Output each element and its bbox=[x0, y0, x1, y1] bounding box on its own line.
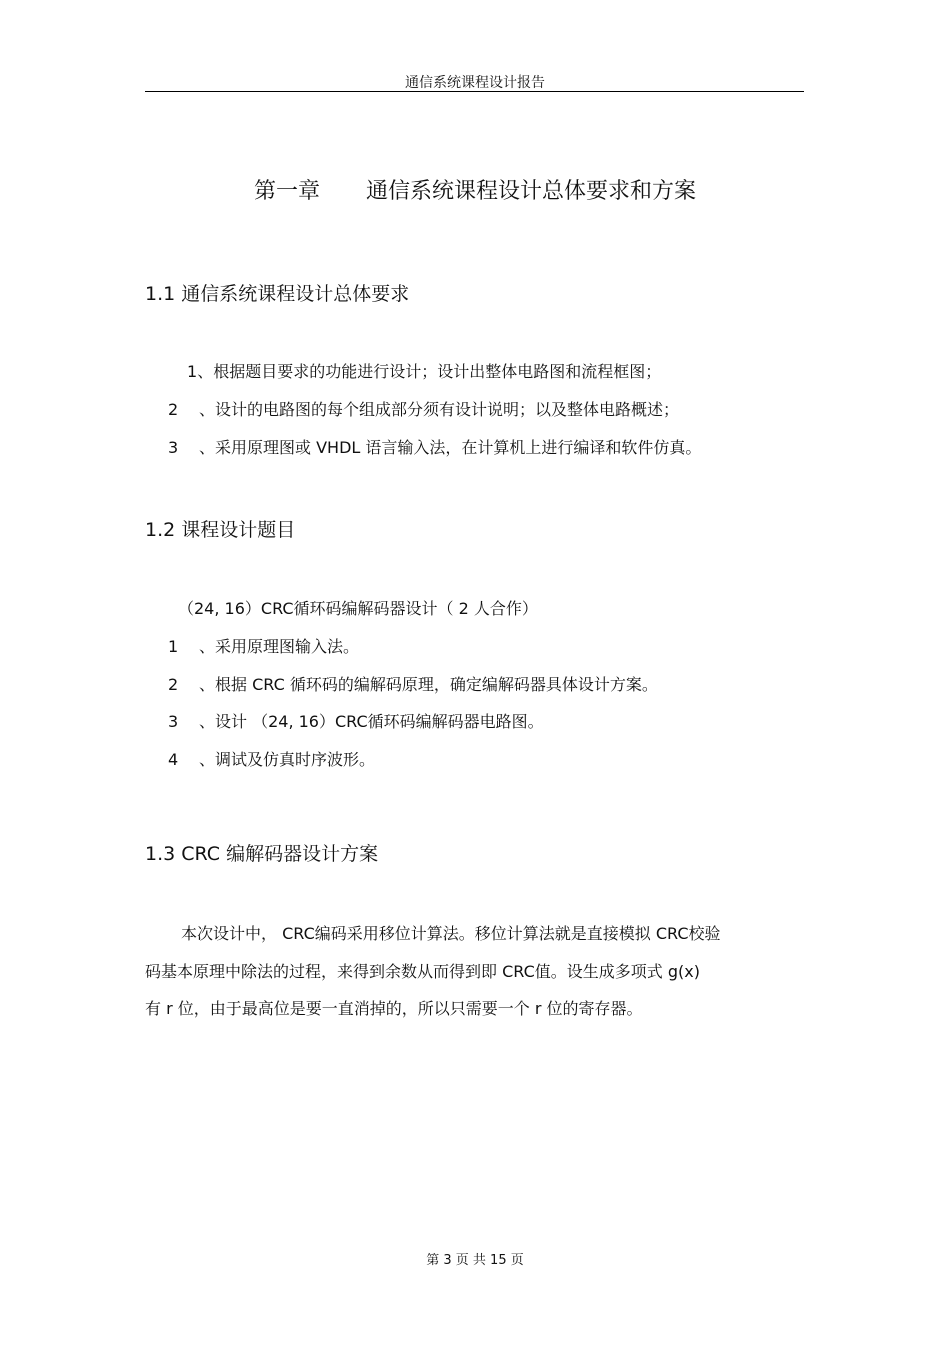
chapter-title-text: 通信系统课程设计总体要求和方案 bbox=[366, 179, 697, 204]
list-item-text: 、调试及仿真时序波形。 bbox=[199, 750, 376, 769]
design-topic: （24, 16）CRC循环码编解码器设计（ 2 人合作） bbox=[178, 599, 538, 618]
list-item-text: 、根据题目要求的功能进行设计；设计出整体电路图和流程框图； bbox=[197, 362, 662, 381]
list-item bbox=[168, 437, 701, 459]
list-item-text: 、设计 （24, 16）CRC循环码编解码器电路图。 bbox=[199, 712, 544, 731]
list-item bbox=[168, 399, 679, 421]
list-item-text: 、根据 CRC 循环码的编解码原理，确定编解码器具体设计方案。 bbox=[199, 675, 658, 694]
header-rule bbox=[145, 91, 804, 92]
list-item-number: 3 bbox=[168, 438, 179, 457]
list-item bbox=[187, 361, 661, 383]
section-heading-1-2: 1.2 课程设计题目 bbox=[145, 519, 296, 541]
list-item bbox=[168, 711, 544, 733]
chapter-number: 第一章 bbox=[253, 179, 320, 204]
list-item bbox=[168, 674, 658, 696]
paragraph-line: 码基本原理中除法的过程，来得到余数从而得到即 CRC值。设生成多项式 g(x) bbox=[145, 962, 700, 981]
paragraph-line: 有 r 位，由于最高位是要一直消掉的，所以只需要一个 r 位的寄存器。 bbox=[145, 999, 643, 1018]
section-heading-1-1: 1.1 通信系统课程设计总体要求 bbox=[145, 283, 410, 305]
paragraph-line: 本次设计中， CRC编码采用移位计算法。移位计算法就是直接模拟 CRC校验 bbox=[181, 924, 721, 943]
list-item-number: 4 bbox=[168, 750, 179, 769]
section-heading-1-3: 1.3 CRC 编解码器设计方案 bbox=[145, 843, 379, 865]
running-header: 通信系统课程设计报告 bbox=[405, 75, 545, 91]
page-footer: 第 3 页 共 15 页 bbox=[426, 1253, 524, 1268]
list-item-number: 1 bbox=[187, 362, 198, 381]
list-item-text: 、采用原理图或 VHDL 语言输入法，在计算机上进行编译和软件仿真。 bbox=[199, 438, 702, 457]
list-item bbox=[168, 749, 375, 771]
list-item-number: 2 bbox=[168, 675, 179, 694]
list-item-number: 3 bbox=[168, 712, 179, 731]
list-item-number: 1 bbox=[168, 637, 179, 656]
list-item-text: 、采用原理图输入法。 bbox=[199, 637, 360, 656]
chapter-title bbox=[0, 178, 950, 206]
list-item-number: 2 bbox=[168, 400, 179, 419]
list-item bbox=[168, 636, 359, 658]
list-item-text: 、设计的电路图的每个组成部分须有设计说明；以及整体电路概述； bbox=[199, 400, 680, 419]
